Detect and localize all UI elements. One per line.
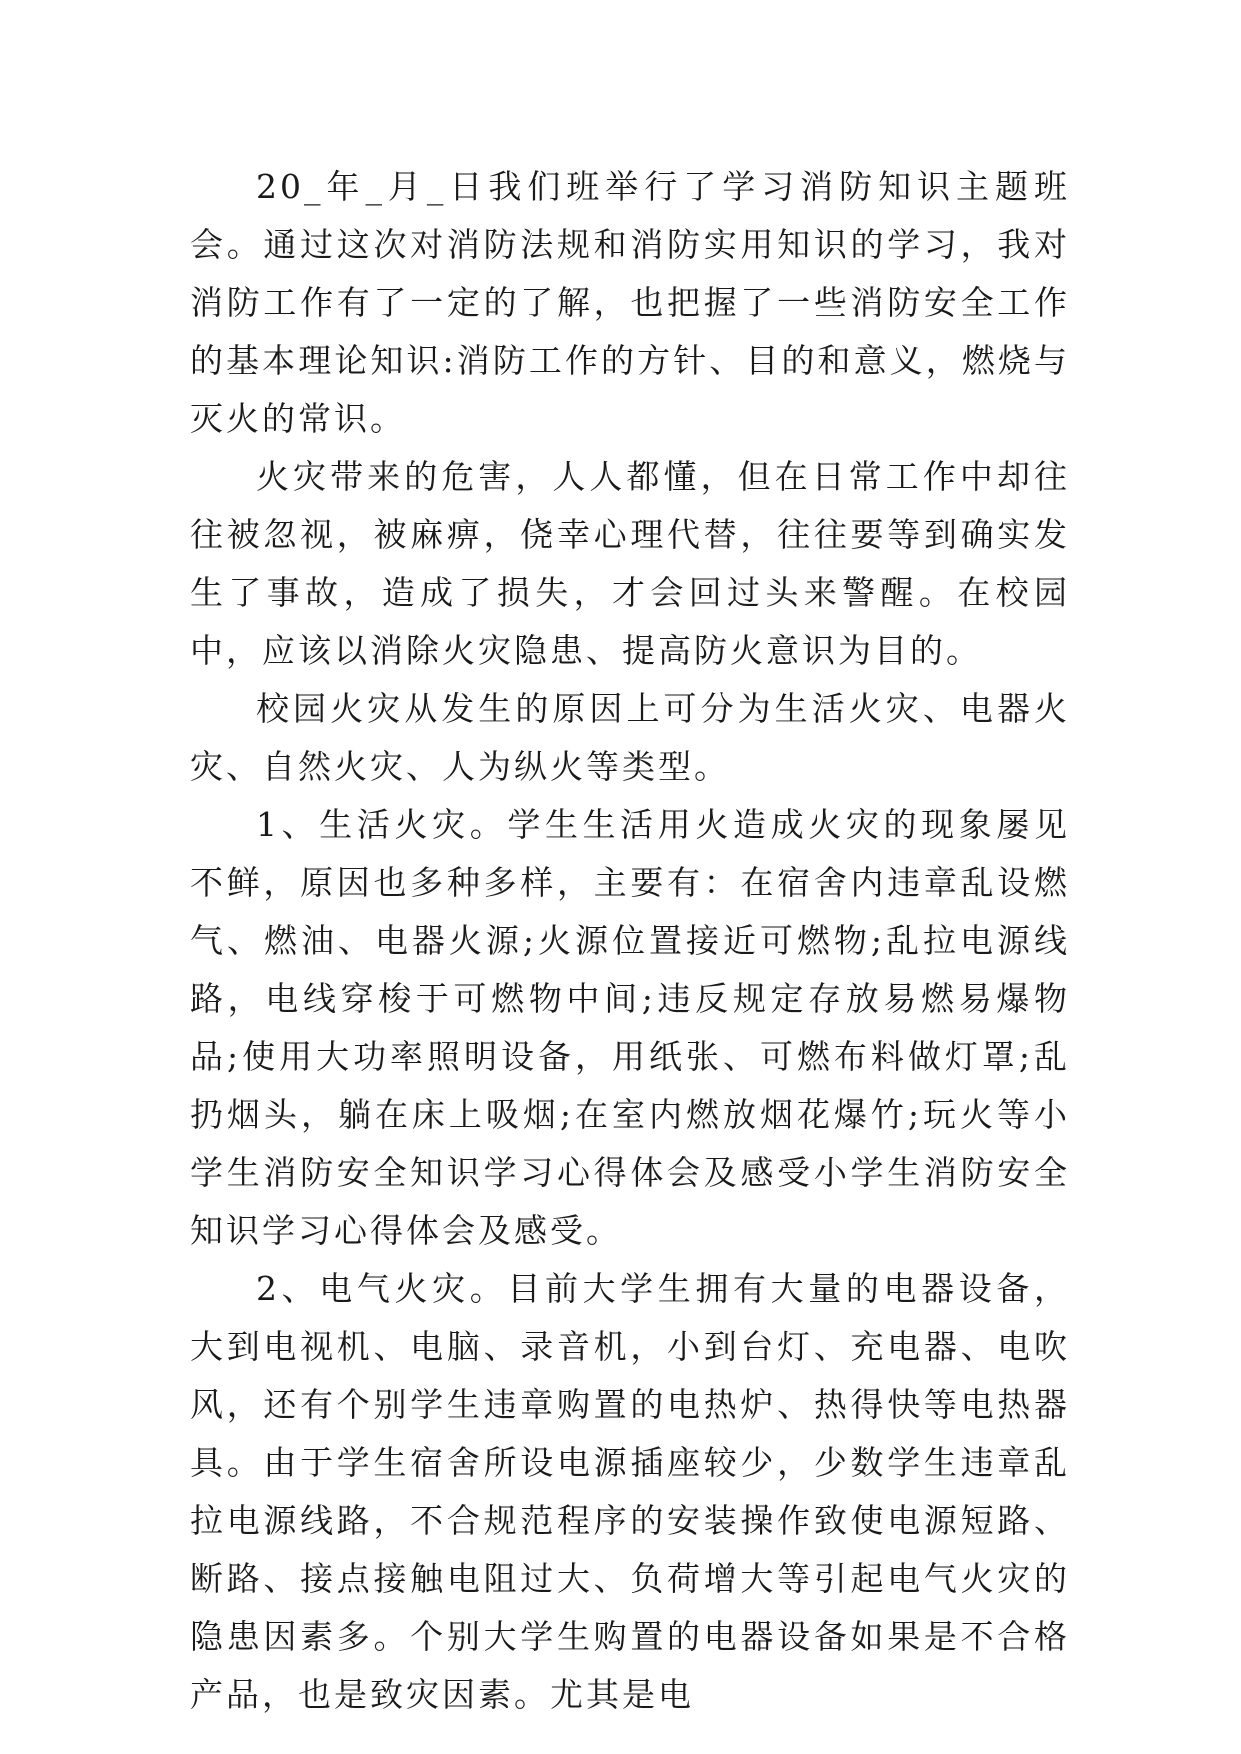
document-body <box>190 158 1070 1724</box>
paragraph-1: 20_年_月_日我们班举行了学习消防知识主题班会。通过这次对消防法规和消防实用知识的学习，我对消防工作有了一定的了解，也把握了一些消防安全工作的基本理论知识:消防工作的方针、目的和意义，燃烧与灭火的常识。 <box>190 167 1070 438</box>
paragraph-4: 1、生活火灾。学生生活用火造成火灾的现象屡见不鲜，原因也多种多样，主要有：在宿舍内违章乱设燃气、燃油、电器火源;火源位置接近可燃物;乱拉电源线路，电线穿梭于可燃物中间;违反规定存放易燃易爆物品;使用大功率照明设备，用纸张、可燃布料做灯罩;乱扔烟头，躺在床上吸烟;在室内燃放烟花爆竹;玩火等小学生消防安全知识学习心得体会及感受小学生消防安全知识学习心得体会及感受。 <box>190 805 1070 1250</box>
paragraph-3: 校园火灾从发生的原因上可分为生活火灾、电器火灾、自然火灾、人为纵火等类型。 <box>190 689 1070 786</box>
paragraph-2: 火灾带来的危害，人人都懂，但在日常工作中却往往被忽视，被麻痹，侥幸心理代替，往往要等到确实发生了事故，造成了损失，才会回过头来警醒。在校园中，应该以消除火灾隐患、提高防火意识为目的。 <box>190 457 1070 670</box>
paragraph-5: 2、电气火灾。目前大学生拥有大量的电器设备，大到电视机、电脑、录音机，小到台灯、充电器、电吹风，还有个别学生违章购置的电热炉、热得快等电热器具。由于学生宿舍所设电源插座较少，少数学生违章乱拉电源线路，不合规范程序的安装操作致使电源短路、断路、接点接触电阻过大、负荷增大等引起电气火灾的隐患因素多。个别大学生购置的电器设备如果是不合格产品，也是致灾因素。尤其是电 <box>190 1269 1070 1714</box>
